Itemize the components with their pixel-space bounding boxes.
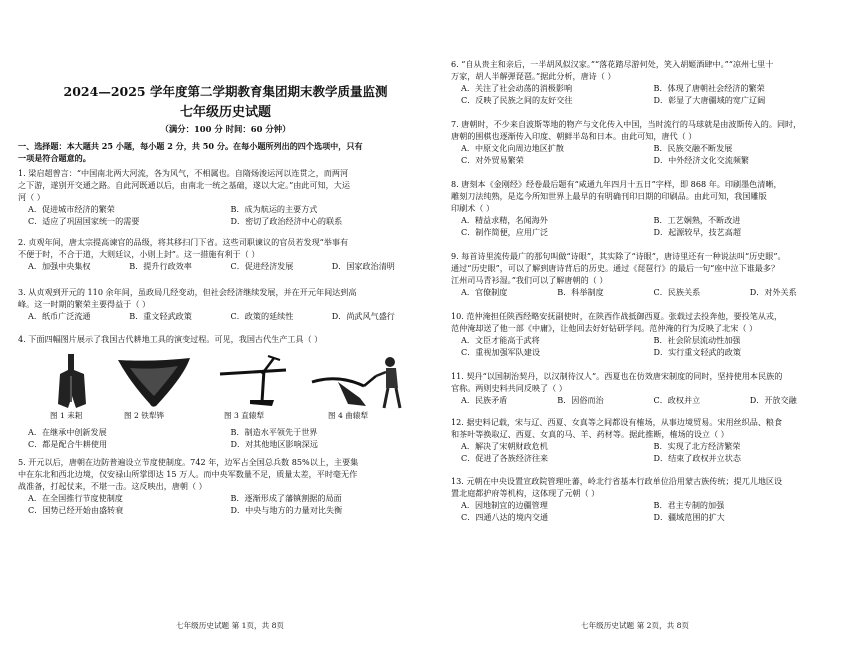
options [451,334,846,346]
option-d[interactable]: D．开放交融 [749,395,797,405]
question-1 [18,167,433,227]
option-d[interactable]: D．实行重文轻武的政策 [653,347,741,357]
question-text: 2. 贞观年间，唐太宗提高谏官的品级，将其移扫门下省。这些司职谏议的官员若发现“举事有 [18,237,349,247]
question-text: 置北庭都护府等机构，这体现了元朝（ ） [451,488,600,498]
leisi-image [46,352,96,410]
option-a[interactable]: A．在继承中创新发展 [28,427,107,437]
question-text: 唐朝的围棋也逐渐传入印度、朝鲜半岛和日本。由此可知，唐代（ ） [451,131,697,141]
question-8 [451,178,846,238]
question-text: 1. 梁启超曾言：“中国南北两大河流，各为风气，不相属也。自隋炀浚运河以连贯之，而两河 [18,168,349,178]
option-b[interactable]: B．逐渐形成了藩镇割据的局面 [230,493,342,503]
page-2 [451,0,846,659]
question-text: 和茶叶等换取辽、西夏、女真的马、羊、药材等。据此推断，榷场的设立（ ） [451,429,729,439]
question-text: 10. 范仲淹担任陕西经略安抚副使时，在陕西作战抵御西夏。张载过去投奔他，要投笔从戎， [451,311,783,321]
question-text: 7. 唐朝时，不少来自波斯等地的物产与文化传入中国，当时流行的马球就是由波斯传入的。同时， [451,119,802,129]
options [18,438,433,450]
option-d[interactable]: D．彰显了大唐疆域的宽广辽阔 [653,95,766,105]
option-d[interactable]: D．中央与地方的力量对比失衡 [230,505,343,515]
question-6 [451,58,846,106]
question-text: 河（ ） [18,192,45,202]
question-text: 11. 契丹“以国制治契丹，以汉制待汉人”。西夏也在仿效唐宋制度的同时，坚持使用本民族的 [451,371,783,381]
option-c[interactable]: C．促进了各族经济往来 [461,453,549,463]
options [451,286,846,298]
option-c[interactable]: C．适应了巩固国家统一的需要 [28,216,140,226]
figure-captions [46,410,406,422]
options [18,492,433,504]
option-b[interactable]: B．君主专制的加强 [653,500,725,510]
option-d[interactable]: D．中外经济文化交流频繁 [653,155,750,165]
question-text: 6. “自从贵主和亲后，一半胡风似汉家。”“落花踏尽游何处，笑入胡姬酒肆中。”“凉州七里十 [451,59,774,69]
options [18,426,433,438]
question-text: 万家，胡人半解弹琵琶。”据此分析，唐诗（ ） [451,71,616,81]
options [451,94,846,106]
question-9 [451,250,846,298]
option-b[interactable]: B．体现了唐朝社会经济的繁荣 [653,83,765,93]
option-a[interactable]: A．中原文化向周边地区扩散 [461,143,564,153]
question-text: 之下游，遂别开交通之路。自此河既通以后，由南北一统之基础，遂以大定。”由此可知，大运 [18,180,350,190]
option-a[interactable]: A．民族矛盾 [461,395,508,405]
question-text: 雕刻刀法纯熟，是迄今所知世界上最早的有明确刊印日期的印刷品。由此可知，我国雕版 [451,191,767,201]
question-12 [451,416,846,464]
farming-tools-figures [46,352,406,410]
question-text: 3. 从贞观到开元的 110 余年间，虽政局几经变动，但社会经济继续发展，并在开元年间达到高 [18,287,357,297]
option-a[interactable]: A．解决了宋朝财政危机 [461,441,548,451]
options [451,142,846,154]
option-b[interactable]: B．制造水平领先于世界 [230,427,318,437]
option-a[interactable]: A．在全国推行节度使制度 [28,493,123,503]
options [451,346,846,358]
page-footer: 七年级历史试题 第 2页，共 8页 [581,621,690,630]
figure-caption: 图 3 直辕犁 [224,411,265,420]
question-text: 4. 下面四幅图片展示了我国古代耕地工具的演变过程。可见，我国古代生产工具（ ） [18,334,323,344]
option-a[interactable]: A．纸币广泛流通 [28,311,91,321]
question-text: 9. 每首诗里流传最广的那句叫做“诗眼”，其实除了“诗眼”，唐诗里还有一种说法叫“历史眼”。 [451,251,786,261]
option-d[interactable]: D．国家政治清明 [331,261,395,271]
question-3 [18,286,433,322]
option-a[interactable]: A．精益求精，名闻海外 [461,215,548,225]
question-text: 印刷术（ ） [451,203,495,213]
options [451,226,846,238]
option-c[interactable]: C．重视加强军队建设 [461,347,541,357]
options [451,154,846,166]
question-text: 江州司马青衫湿。”我们可以了解唐朝的（ ） [451,275,608,285]
option-d[interactable]: D．对其他地区影响深远 [230,439,318,449]
question-text: 13. 元朝在中央设置宣政院管理吐蕃，岭北行省基本行政单位沿用蒙古族传统；提兀儿地区设 [451,476,783,486]
page-1 [18,0,433,659]
option-c[interactable]: C．制作简便，应用广泛 [461,227,549,237]
question-13 [451,475,846,523]
option-a[interactable]: A．加强中央集权 [28,261,91,271]
figure-caption: 图 4 曲辕犁 [328,411,369,420]
option-d[interactable]: D．密切了政治经济中心的联系 [230,216,343,226]
question-11 [451,370,846,406]
question-2 [18,236,433,272]
figure-caption: 图 2 铁犁铧 [124,411,165,420]
option-c[interactable]: C．促进经济发展 [230,261,294,271]
options [18,215,433,227]
options [451,82,846,94]
options [451,511,846,523]
question-text: 通过“历史眼”，可以了解到唐诗背后的历史。通过《琵琶行》的最后一句“座中泣下谁最多？ [451,263,780,273]
question-text: 12. 据史料记载，宋与辽、西夏、女真等之间都设有榷场，从事边境贸易。宋用丝织品、粮食 [451,417,783,427]
option-b[interactable]: B．实现了北方经济繁荣 [653,441,741,451]
option-c[interactable]: C．民族关系 [653,287,701,297]
options [18,203,433,215]
options [18,504,433,516]
option-a[interactable]: A．官僚制度 [461,287,508,297]
option-a[interactable]: A．关注了社会动荡的消极影响 [461,83,573,93]
options [18,310,433,322]
option-c[interactable]: C．四通八达的境内交通 [461,512,549,522]
option-b[interactable]: B．民族交融不断发展 [653,143,733,153]
options [451,214,846,226]
option-d[interactable]: D．对外关系 [749,287,797,297]
iron-plowshare-image [114,352,194,410]
figure-caption: 图 1 耒耜 [50,411,83,420]
option-b[interactable]: B．工艺娴熟，不断改进 [653,215,741,225]
option-d[interactable]: D．起源较早，技艺高超 [653,227,741,237]
question-text: 中在东北和西北边境，仅安禄山所掌即达 15 万人。而中央军数量不足，质量太差，平时毫无作 [18,469,358,479]
straight-plow-image [216,352,288,410]
question-text: 范仲淹却送了他一部《中庸》，让他回去好好钻研学问。范仲淹的行为反映了北宋（ ） [451,323,758,333]
option-c[interactable]: C．政权并立 [653,395,701,405]
question-text: 峰。这一时期的繁荣主要得益于（ ） [18,299,151,309]
option-a[interactable]: A．文臣才能高于武将 [461,335,540,345]
question-4 [18,333,433,345]
options [451,452,846,464]
option-c[interactable]: C．都是配合牛耕使用 [28,439,108,449]
option-a[interactable]: A．因地制宜的边疆管理 [461,500,548,510]
question-text: 战准备，打起仗来，不堪一击。这反映出，唐朝（ ） [18,481,207,491]
option-b[interactable]: B．提升行政效率 [129,261,192,271]
option-b[interactable]: B．科举制度 [557,287,604,297]
option-b[interactable]: B．重文轻武政策 [129,311,192,321]
question-text: 不便于时，不合于道，大则廷议，小则上封”。这一措施有利于（ ） [18,249,260,259]
option-c[interactable]: C．国势已经开始由盛转衰 [28,505,124,515]
options [451,440,846,452]
exam-info: （满分：100 分 时间：60 分钟） [160,124,291,134]
option-d[interactable]: D．结束了政权并立状态 [653,453,741,463]
question-5 [18,456,433,516]
question-text: 官称。两则史料共同反映了（ ） [451,383,567,393]
question-10 [451,310,846,358]
options [451,499,846,511]
instruction-line: 一、选择题：本大题共 25 小题，每小题 2 分，共 50 分。在每小题所列出的四个选项中，只有 [18,141,363,151]
option-d[interactable]: D．尚武风气盛行 [331,311,395,321]
exam-title: 2024—2025 学年度第二学期教育集团期末教学质量监测 [63,84,388,99]
page-footer: 七年级历史试题 第 1页，共 8页 [176,621,285,630]
exam-subject: 七年级历史试题 [179,105,271,120]
section-instructions [18,140,433,164]
option-a[interactable]: A．促进城市经济的繁荣 [28,204,115,214]
option-c[interactable]: C．政策的延续性 [230,311,294,321]
instruction-line: 一项是符合题意的。 [18,153,91,163]
question-7 [451,118,846,166]
options [18,260,433,272]
curved-plow-image [308,352,408,410]
question-4-options [18,426,433,450]
option-b[interactable]: B．成为航运的主要方式 [230,204,318,214]
options [451,394,846,406]
option-b[interactable]: B．因俗而治 [557,395,604,405]
question-text: 8. 唐刻本《金刚经》经卷最后题有“咸通九年四月十五日”字样，即 868 年。印刷墨色清晰， [451,179,782,189]
option-d[interactable]: D．疆域范围的扩大 [653,512,725,522]
option-c[interactable]: C．反映了民族之间的友好交往 [461,95,573,105]
option-b[interactable]: B．社会阶层流动性加强 [653,335,741,345]
option-c[interactable]: C．对外贸易繁荣 [461,155,524,165]
question-text: 5. 开元以后，唐朝在边防普遍设立节度使制度。742 年，边军占全国总兵数 85%以上，主要集 [18,457,359,467]
